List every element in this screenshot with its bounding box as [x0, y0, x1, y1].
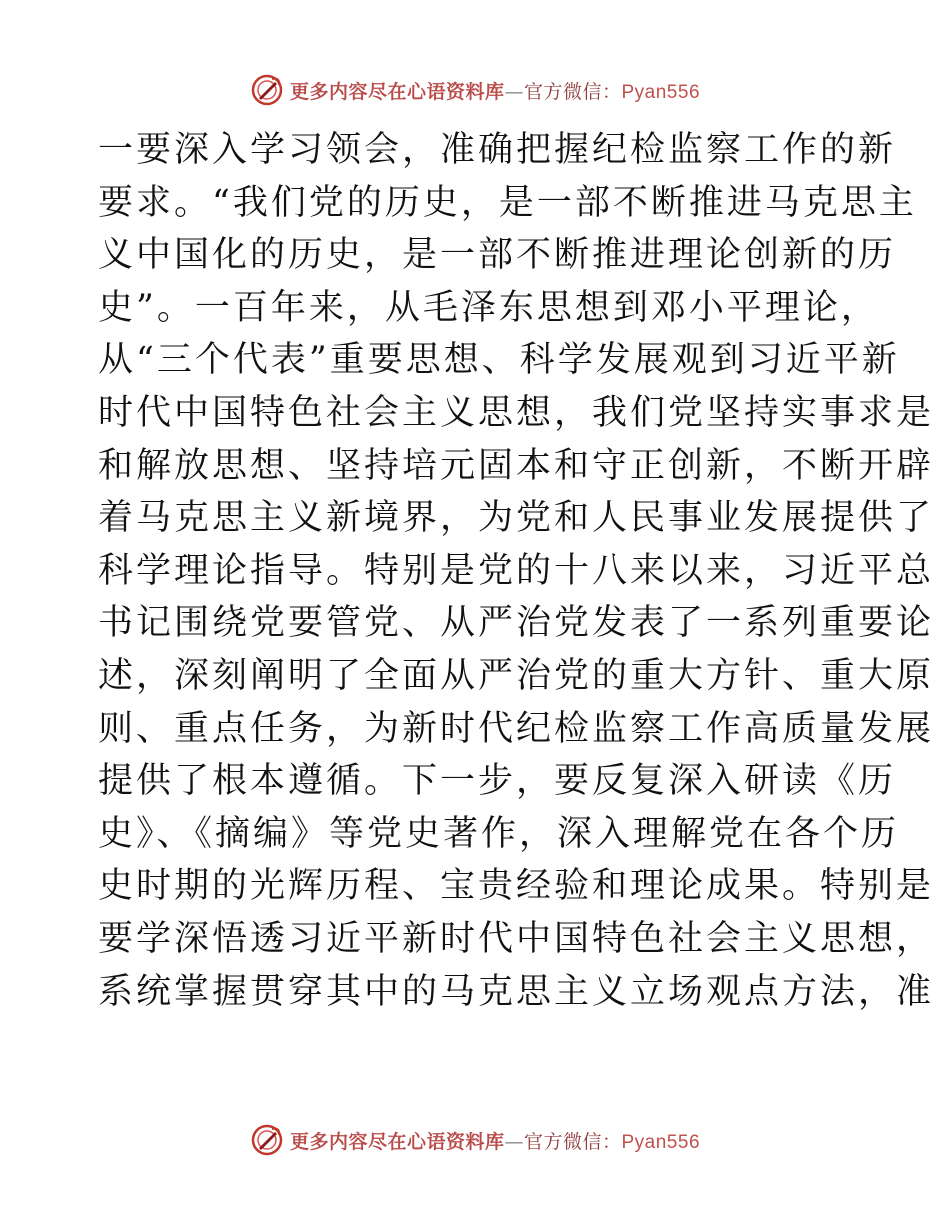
banner-wechat-handle: Pyan556 — [621, 81, 701, 103]
text-line: 史时期的光辉历程、宝贵经验和理论成果。特别是 — [98, 866, 935, 907]
banner-dash: — — [504, 1130, 524, 1153]
text-line: 史》、《摘编》等党史著作，深入理解党在各个历 — [98, 813, 900, 854]
red-circular-pen-logo-icon — [250, 1123, 284, 1157]
banner-brand: 更多内容尽在心语资料库 — [289, 80, 505, 103]
text-line: 从“三个代表”重要思想、科学发展观到习近平新 — [98, 340, 900, 381]
text-line: 要求。“我们党的历史，是一部不断推进马克思主 — [98, 182, 917, 223]
footer-banner — [0, 1120, 950, 1160]
text-line: 要学深悟透习近平新时代中国特色社会主义思想， — [98, 918, 935, 959]
banner-dash: — — [504, 80, 524, 103]
text-line: 一要深入学习领会，准确把握纪检监察工作的新 — [98, 130, 897, 170]
banner-wechat-label: 官方微信： — [523, 80, 622, 103]
banner-text — [290, 1127, 700, 1154]
text-line: 述，深刻阐明了全面从严治党的重大方针、重大原 — [98, 655, 935, 696]
text-line: 时代中国特色社会主义思想，我们党坚持实事求是 — [98, 392, 935, 433]
text-line: 义中国化的历史，是一部不断推进理论创新的历 — [98, 235, 897, 276]
text-line: 系统掌握贯穿其中的马克思主义立场观点方法，准 — [98, 971, 935, 1012]
text-line: 提供了根本遵循。下一步，要反复深入研读《历 — [98, 761, 897, 802]
banner-wechat-label: 官方微信： — [523, 1130, 622, 1153]
text-line: 科学理论指导。特别是党的十八来以来，习近平总 — [98, 550, 935, 591]
header-banner — [0, 70, 950, 110]
text-line: 着马克思主义新境界，为党和人民事业发展提供了 — [98, 498, 935, 539]
red-circular-pen-logo-icon — [250, 73, 284, 107]
banner-text — [290, 77, 700, 104]
text-line: 书记围绕党要管党、从严治党发表了一系列重要论 — [98, 603, 935, 644]
document-paragraph — [98, 124, 935, 1018]
banner-wechat-handle: Pyan556 — [621, 1131, 701, 1153]
text-line: 和解放思想、坚持培元固本和守正创新，不断开辟 — [98, 445, 935, 486]
text-line: 则、重点任务，为新时代纪检监察工作高质量发展 — [98, 708, 935, 749]
text-line: 史”。一百年来，从毛泽东思想到邓小平理论， — [98, 287, 879, 328]
banner-brand: 更多内容尽在心语资料库 — [289, 1130, 505, 1153]
